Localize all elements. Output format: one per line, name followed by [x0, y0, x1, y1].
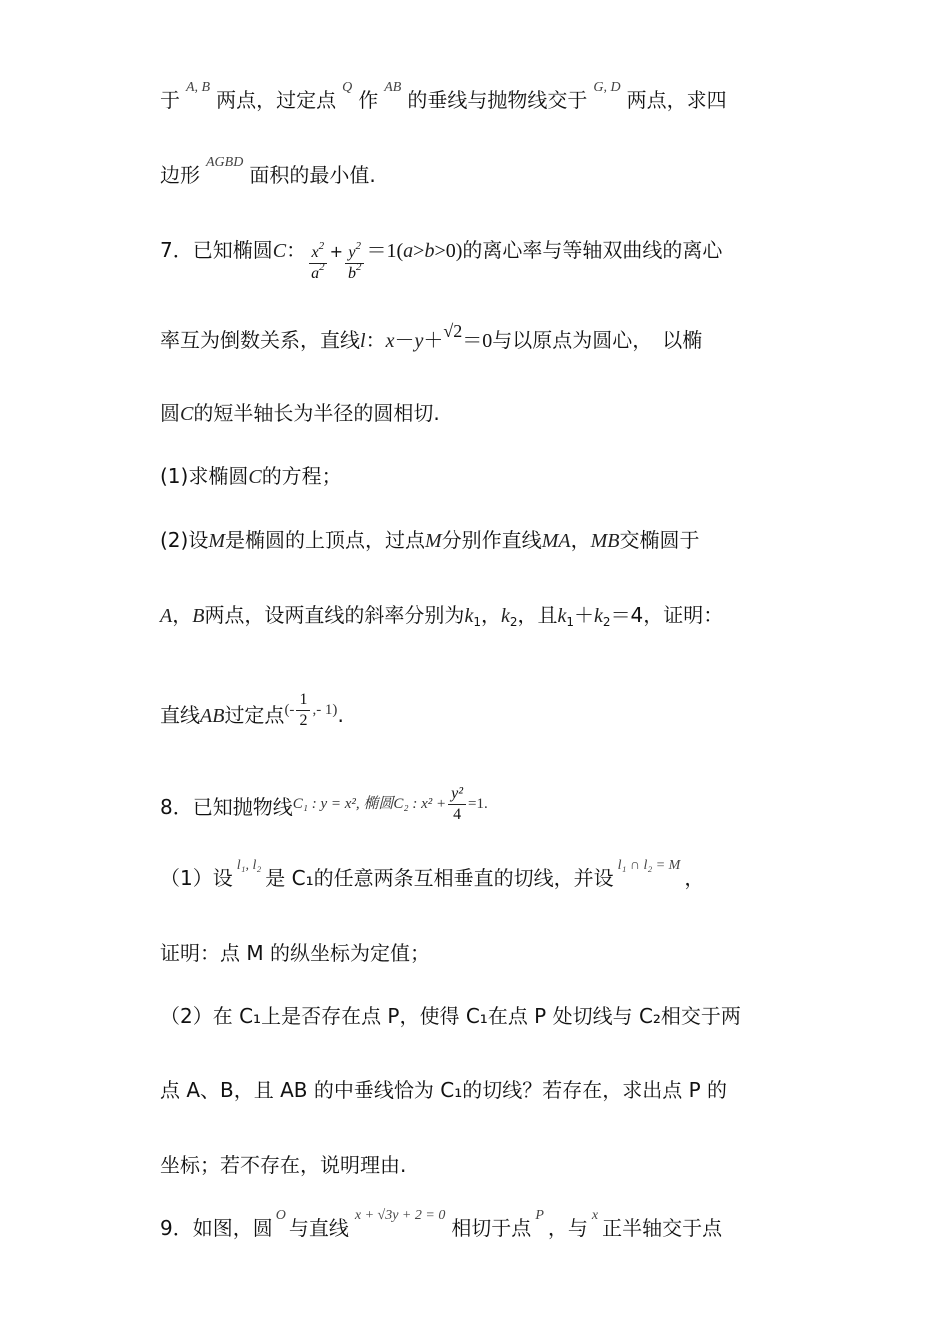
- text: 交椭圆于: [619, 528, 700, 552]
- exp: 2: [355, 240, 362, 252]
- text: 的垂线与抛物线交于: [407, 88, 588, 112]
- math-fixed-point: [284, 692, 337, 729]
- math-c: C: [272, 240, 287, 262]
- text: 分别作直线: [441, 528, 542, 552]
- math-segment-ab: AB: [384, 80, 402, 95]
- fraction-half: [296, 692, 310, 729]
- math-ma: MA: [541, 530, 571, 552]
- math-ab: AB: [200, 705, 225, 727]
- math-parabola-ellipse: [293, 786, 488, 823]
- math-line-equation: x + √3y + 2 = 0: [354, 1208, 446, 1223]
- text: ，: [570, 528, 591, 552]
- math-a-point: A: [160, 605, 173, 627]
- text: 坐标；若不存在，说明理由.: [160, 1153, 407, 1177]
- text: 两点，设两直线的斜率分别为: [204, 603, 465, 627]
- exp: 2: [318, 240, 325, 252]
- text: 点 A、B，且 AB 的中垂线恰为 C₁的切线？若存在，求出点 P 的: [160, 1078, 727, 1102]
- text: >0): [434, 240, 463, 262]
- math-x: x: [311, 244, 319, 261]
- p7-question1: [160, 466, 342, 487]
- p8-question1: [160, 858, 705, 890]
- p7-line1: 7．已知椭圆 C ： $\frac{x^2}{a^2}$ + $\frac{y^2}{b^2}$ ＝1( a > b >0) 的离心率与等轴双曲线的离心: [160, 238, 723, 282]
- text: ：: [365, 328, 386, 352]
- text: ，且: [517, 603, 558, 627]
- math-k: k: [500, 605, 510, 627]
- text: ：: [286, 238, 307, 262]
- math-quad-agbd: AGBD: [206, 155, 244, 170]
- math-x-axis: x: [591, 1208, 599, 1223]
- math-intersection: l₁ ∩ l₂ = M: [617, 858, 681, 873]
- text: 是椭圆的上顶点，过点: [225, 528, 426, 552]
- subscript: 1: [566, 615, 575, 629]
- math-p: P: [535, 1208, 544, 1223]
- p8-question1-line2: [160, 943, 430, 963]
- math-m: M: [425, 530, 442, 552]
- text: （1）设: [160, 866, 233, 890]
- p7-line2: [160, 321, 703, 352]
- math-c: C: [248, 466, 262, 488]
- math-b: b: [347, 265, 356, 282]
- fraction-y2-4: [448, 786, 466, 823]
- text: 相切于点: [451, 1216, 532, 1240]
- text: ＝4，证明：: [610, 603, 724, 627]
- math-l: l: [360, 330, 366, 352]
- math-k: k: [464, 605, 474, 627]
- problem-number-9: 9．如图，圆: [160, 1216, 273, 1240]
- denominator: 4: [453, 806, 462, 823]
- text: 两点，过定点: [216, 88, 337, 112]
- subscript: 2: [602, 615, 611, 629]
- text: ＋: [423, 328, 444, 352]
- math-c: C: [180, 403, 194, 425]
- p8-question2: [160, 1006, 741, 1026]
- p8-question2-line3: [160, 1155, 406, 1175]
- math-k: k: [557, 605, 567, 627]
- math-m: M: [208, 530, 226, 552]
- text: ＝1(: [366, 240, 404, 262]
- text: 面积的最小值.: [249, 163, 376, 187]
- math-o: O: [275, 1208, 286, 1223]
- text: 正半轴交于点: [602, 1216, 723, 1240]
- exp: 2: [319, 261, 325, 273]
- text: .: [337, 703, 344, 727]
- text: (1)求椭圆: [160, 464, 249, 488]
- text: ，: [684, 866, 705, 890]
- problem-number-8: 8．已知抛物线: [160, 795, 293, 819]
- math-b-point: B: [192, 605, 205, 627]
- p6-line1: [160, 80, 727, 112]
- text: ＝0: [462, 330, 493, 352]
- text: 的离心率与等轴双曲线的离心: [462, 238, 723, 262]
- math-y: y: [414, 330, 424, 352]
- text: =1.: [468, 796, 488, 812]
- text: 率互为倒数关系，直线: [160, 328, 360, 352]
- math-sqrt2: √2: [443, 321, 463, 341]
- text: 直线: [160, 703, 200, 727]
- p8-question2-line2: [160, 1080, 727, 1100]
- exp: 2: [355, 261, 362, 273]
- text: 是 C₁的任意两条互相垂直的切线，并设: [265, 866, 614, 890]
- p9-line1: [160, 1208, 723, 1240]
- math-points-gd: G, D: [593, 80, 621, 95]
- text: 两点，求四: [626, 88, 727, 112]
- math-a: a: [311, 265, 320, 282]
- denominator: 2: [299, 712, 308, 729]
- text: （2）在 C₁上是否存在点 P，使得 C₁在点 P 处切线与 C₂相交于两: [160, 1004, 741, 1028]
- text: (-: [284, 702, 295, 718]
- math-b: b: [424, 240, 435, 262]
- math-l1-l2: l₁, l₂: [236, 858, 262, 873]
- text: 证明：点 M 的纵坐标为定值；: [160, 941, 430, 965]
- text: ,- 1): [312, 702, 338, 718]
- math-point-q: Q: [342, 80, 353, 95]
- math-a: a: [403, 240, 414, 262]
- text: 圆: [160, 401, 180, 425]
- text: ，: [172, 603, 193, 627]
- p7-question2-line2: [160, 603, 724, 629]
- math-points-ab: A, B: [186, 80, 211, 95]
- problem-number-7: 7．已知椭圆: [160, 238, 273, 262]
- text: 作: [358, 88, 379, 112]
- text: (2)设: [160, 528, 209, 552]
- text: 的短半轴长为半径的圆相切.: [193, 401, 440, 425]
- p7-question2-line3: [160, 691, 344, 737]
- text: ，: [480, 603, 501, 627]
- text: 边形: [160, 163, 200, 187]
- text: >: [413, 240, 425, 262]
- p7-line3: [160, 403, 440, 424]
- text: ＋: [574, 603, 595, 627]
- text: 过定点: [224, 703, 285, 727]
- numerator: y²: [448, 786, 466, 805]
- subscript: 1: [473, 615, 481, 629]
- math-y: y: [348, 244, 356, 261]
- text: 与以原点为圆心， 以椭: [492, 328, 703, 352]
- math-mb: MB: [590, 530, 620, 552]
- text: 的方程；: [261, 464, 342, 488]
- fraction-y2-b2: [345, 240, 365, 282]
- text: 与直线: [288, 1216, 349, 1240]
- text: C₁ : y = x², 椭圆C₂ : x² +: [292, 796, 447, 812]
- fraction-x2-a2: [308, 240, 328, 282]
- subscript: 2: [509, 615, 518, 629]
- text: ，与: [547, 1216, 588, 1240]
- math-k: k: [594, 605, 603, 627]
- p6-line2: [160, 155, 376, 187]
- p8-line1: [160, 785, 488, 829]
- p7-question2: [160, 530, 699, 551]
- numerator: 1: [296, 692, 310, 711]
- text: －: [394, 328, 415, 352]
- math-x: x: [385, 330, 395, 352]
- text: 于: [160, 88, 180, 112]
